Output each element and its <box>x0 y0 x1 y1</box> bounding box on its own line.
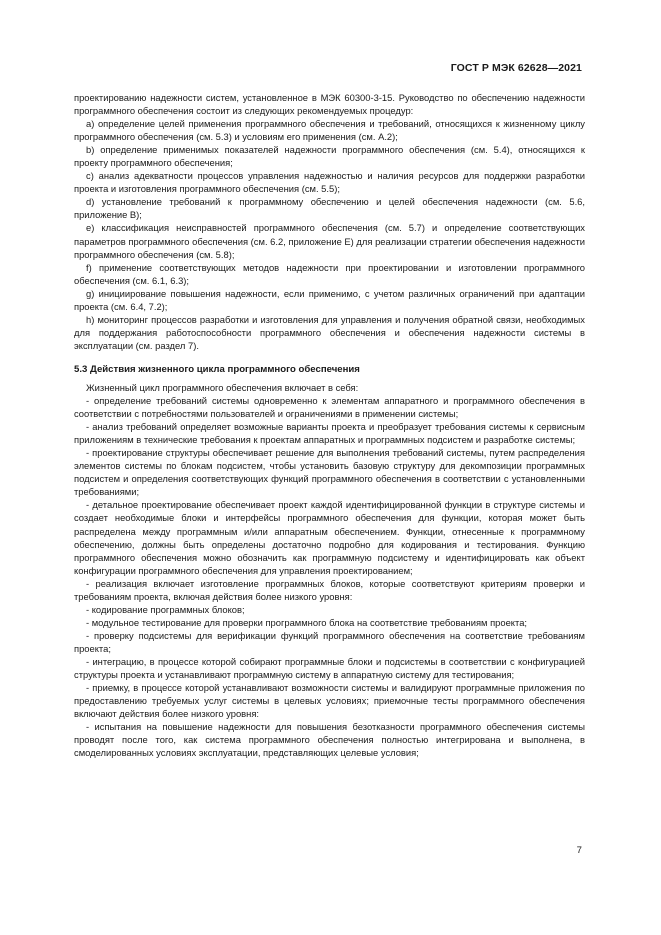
page-header: ГОСТ Р МЭК 62628—2021 <box>450 62 582 74</box>
intro-paragraph: проектированию надежности систем, установленное в МЭК 60300-3-15. Руководство по обеспечению надежности программного обеспечения состоит из следующих рекомендуемых процедур: <box>74 92 585 117</box>
list-item: - интеграцию, в процессе которой собирают программные блоки и подсистемы в соответствии с конфигурацией структуры проекта и устанавливают программную систему в аппаратную систему для тестирования; <box>74 655 585 681</box>
list-item: - проектирование структуры обеспечивает решение для выполнения требований системы, путем распределения элементов системы по блокам подсистем, чтобы установить базовую структуру для декомпозиции программных подсистем и определения соответствующих функций программного обеспечения в соответствии с установленными требованиями; <box>74 447 585 498</box>
page-number: 7 <box>576 845 582 856</box>
list-item-g: g) инициирование повышения надежности, если применимо, с учетом различных ограничений при адаптации проекта (см. 6.4, 7.2); <box>74 287 585 312</box>
list-item-a: a) определение целей применения программного обеспечения и требований, относящихся к жизненному циклу программного обеспечения (см. 5.3) и условиям его применения (см. А.2); <box>74 118 585 143</box>
list-item: - модульное тестирование для проверки программного блока на соответствие требованиям проекта; <box>86 616 528 628</box>
list-item: - анализ требований определяет возможные варианты проекта и преобразует требования системы к сервисным приложениям в технические требования к проектам аппаратных и программных подсистем и разработке системы; <box>74 421 585 446</box>
list-item: - испытания на повышение надежности для повышения безотказности программного обеспечения системы проводят после того, как система программного обеспечения полностью интегрирована и выполнена, в смоделированных условиях эксплуатации, представляющих целевые условия; <box>74 721 585 759</box>
section-lead: Жизненный цикл программного обеспечения включает в себя: <box>86 381 359 393</box>
list-item-f: f) применение соответствующих методов надежности при проектировании и изготовлении программного обеспечения (см. 6.1, 6.3); <box>74 261 585 286</box>
list-item-d: d) установление требований к программному обеспечению и целей обеспечения надежности (см. 5.6, приложение В); <box>74 196 585 221</box>
list-item-e: e) классификация неисправностей программного обеспечения (см. 5.7) и определение соответствующих параметров программного обеспечения (см. 6.2, приложение Е) для реализации стратегии обеспечения надежности программного обеспечения (см. 5.8); <box>74 222 585 260</box>
page-body <box>74 91 585 759</box>
list-item: - проверку подсистемы для верификации функций программного обеспечения на соответствие требованиям проекта; <box>74 629 585 654</box>
list-item-b: b) определение применимых показателей надежности программного обеспечения (см. 5.4), относящихся к проекту программного обеспечения; <box>74 144 585 169</box>
list-item: - определение требований системы одновременно к элементам аппаратного и программного обеспечения в соответствии с потребностями пользователей и ограничениями в применении системы; <box>74 395 585 420</box>
list-item-h: h) мониторинг процессов разработки и изготовления для управления и получения обратной связи, необходимых для поддержания работоспособности программного обеспечения и обеспечения надежности системы в эксплуатации (см. раздел 7). <box>74 313 585 351</box>
list-item: - детальное проектирование обеспечивает проект каждой идентифицированной функции в структуре системы и создает необходимые блоки и интерфейсы программного обеспечения для функции, которая может быть распределена между программным и/или аппаратным обеспечением. Функции, отнесенные к программному обеспечению, должны быть определены достаточно подробно для кодирования и тестирования. Функцию программного обеспечения можно обозначить как программную подсистему и идентифицировать как объект конфигурации программного обеспечения для управления проектированием; <box>74 499 585 576</box>
list-item: - реализация включает изготовление программных блоков, которые соответствуют критериям проверки и требованиям проекта, включая действия более низкого уровня: <box>74 577 585 602</box>
list-item: - приемку, в процессе которой устанавливают возможности системы и валидируют программные приложения по предоставлению требуемых услуг системы в целевых условиях; приемочные тесты программного обеспечения включают действия более низкого уровня: <box>74 682 585 720</box>
section-heading: 5.3 Действия жизненного цикла программного обеспечения <box>74 363 360 375</box>
list-item-c: c) анализ адекватности процессов управления надежностью и наличия ресурсов для поддержки разработки проекта и изготовления программного обеспечения (см. 5.5); <box>74 170 585 195</box>
list-item: - кодирование программных блоков; <box>86 603 245 615</box>
